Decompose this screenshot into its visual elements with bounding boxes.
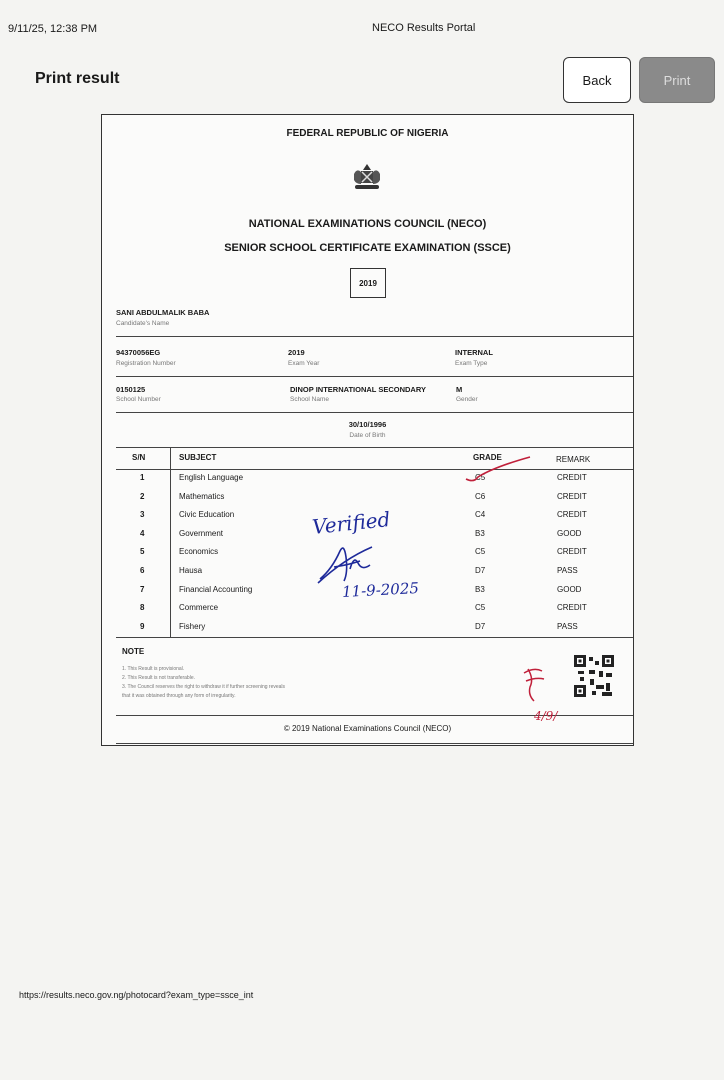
result-grade: C5: [475, 547, 486, 557]
gender: M: [456, 385, 463, 394]
result-sn: 1: [140, 473, 145, 482]
qr-code-icon: [574, 655, 614, 697]
note-title: NOTE: [122, 647, 145, 656]
registration-number: 94370056EG: [116, 348, 161, 357]
result-remark: CREDIT: [557, 473, 587, 482]
table-border-top: [116, 447, 633, 448]
divider: [116, 412, 633, 413]
result-grade: D7: [475, 566, 486, 575]
divider: [116, 376, 633, 377]
verified-annotation: Verified: [310, 506, 392, 540]
result-grade: C5: [475, 603, 486, 613]
date-of-birth-label: Date of Birth: [349, 432, 386, 439]
result-card: [101, 114, 634, 746]
result-subject: Commerce: [179, 603, 219, 613]
result-sn: 9: [140, 621, 145, 631]
result-subject: Fishery: [179, 621, 206, 631]
result-sn: 4: [140, 528, 145, 538]
result-sn: 5: [140, 547, 145, 557]
result-sn: 2: [140, 491, 145, 501]
result-grade: D7: [475, 621, 486, 631]
print-datetime: 9/11/25, 12:38 PM: [8, 23, 98, 35]
exam-year-badge: 2019: [350, 268, 386, 298]
result-sn: 8: [140, 603, 145, 613]
result-grade: C4: [475, 510, 486, 520]
registration-number-label: Registration Number: [116, 360, 176, 367]
council-title: NATIONAL EXAMINATIONS COUNCIL (NECO): [248, 218, 487, 230]
result-sn: 3: [140, 510, 145, 520]
print-button[interactable]: Print: [639, 57, 715, 103]
note-item: 1. This Result is provisional.: [122, 666, 185, 672]
candidate-name: SANI ABDULMALIK BABA: [116, 308, 210, 317]
result-remark: PASS: [557, 621, 578, 631]
red-tick-mark: [464, 455, 534, 485]
result-remark: GOOD: [557, 584, 582, 594]
result-subject: Financial Accounting: [179, 584, 253, 594]
exam-year-label: Exam Year: [288, 360, 320, 367]
date-of-birth: 30/10/1996: [348, 420, 387, 429]
red-date-annotation: 4/9/: [534, 709, 558, 723]
back-button[interactable]: Back: [563, 57, 631, 103]
grade-header: GRADE: [473, 453, 502, 462]
school-name-label: School Name: [290, 396, 330, 403]
exam-title: SENIOR SCHOOL CERTIFICATE EXAMINATION (SSCE): [224, 242, 511, 254]
table-column-divider: [170, 447, 171, 637]
school-number-label: School Number: [116, 396, 161, 403]
signature-icon: [314, 539, 376, 587]
card-bottom-line: [116, 743, 633, 744]
result-grade: C5: [475, 473, 486, 482]
result-subject: Mathematics: [179, 491, 225, 501]
result-sn: 7: [140, 584, 145, 594]
result-remark: CREDIT: [557, 491, 587, 501]
result-subject: English Language: [179, 473, 244, 482]
copyright: © 2019 National Examinations Council (NECO): [283, 724, 452, 733]
country-title: FEDERAL REPUBLIC OF NIGERIA: [286, 128, 449, 139]
result-grade: B3: [475, 528, 485, 538]
result-grade: B3: [475, 584, 485, 594]
verified-date-annotation: 11-9-2025: [341, 578, 420, 602]
page-heading: Print result: [35, 70, 120, 87]
note-item: 3. The Council reserves the right to withdraw it if further screening reveals: [122, 684, 286, 690]
result-remark: GOOD: [557, 528, 582, 538]
exam-type-label: Exam Type: [455, 360, 488, 367]
result-sn: 6: [140, 566, 145, 575]
school-name: DINOP INTERNATIONAL SECONDARY: [290, 385, 426, 394]
subject-header: SUBJECT: [179, 453, 217, 462]
remark-header: REMARK: [556, 455, 591, 464]
result-remark: PASS: [557, 566, 578, 575]
exam-type: INTERNAL: [455, 348, 493, 357]
result-subject: Civic Education: [179, 510, 235, 520]
coat-of-arms-icon: [351, 162, 383, 192]
gender-label: Gender: [456, 396, 478, 403]
result-remark: CREDIT: [557, 510, 587, 520]
page-url: https://results.neco.gov.ng/photocard?exam_type=ssce_int: [19, 990, 254, 1000]
result-remark: CREDIT: [557, 547, 587, 557]
result-grade: C6: [475, 491, 486, 501]
table-border-bottom: [116, 637, 633, 638]
note-item: that it was obtained through any form of irregularity.: [122, 693, 236, 699]
note-item: 2. This Result is not transferable.: [122, 675, 195, 681]
portal-title: NECO Results Portal: [372, 22, 476, 34]
red-initial-mark: [520, 665, 550, 705]
result-subject: Government: [179, 528, 224, 538]
result-subject: Hausa: [179, 566, 203, 575]
result-remark: CREDIT: [557, 603, 587, 613]
school-number: 0150125: [116, 385, 146, 394]
divider: [116, 336, 633, 337]
result-subject: Economics: [179, 547, 219, 557]
table-header-line: [116, 469, 633, 470]
candidate-name-label: Candidate's Name: [116, 320, 170, 327]
sn-header: S/N: [132, 453, 146, 462]
exam-year: 2019: [288, 348, 305, 357]
